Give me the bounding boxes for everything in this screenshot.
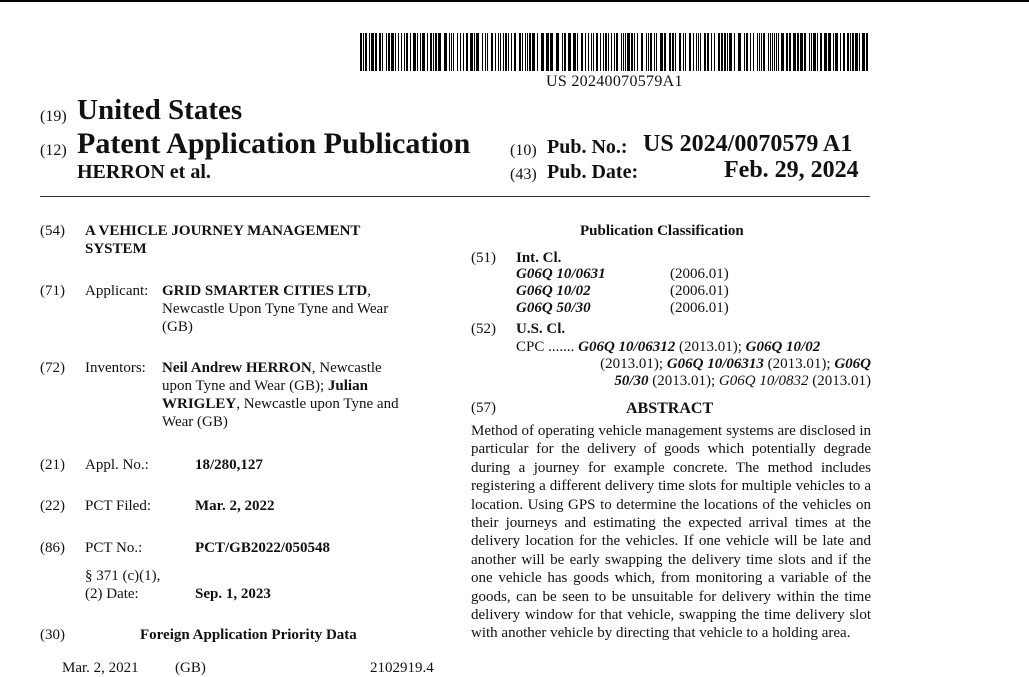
cpc-year-3: (2013.01); bbox=[767, 356, 831, 372]
abstract-title: ABSTRACT bbox=[626, 400, 714, 417]
uscl-label: U.S. Cl. bbox=[516, 321, 566, 337]
cpc-code-5: G06Q 10/0832 bbox=[718, 373, 809, 389]
pct-no-value: PCT/GB2022/050548 bbox=[195, 540, 331, 556]
appl-code: (21) bbox=[40, 457, 65, 473]
foreign-number: 2102919.4 bbox=[370, 660, 434, 676]
code-12: (12) bbox=[40, 142, 67, 159]
authors: HERRON et al. bbox=[77, 161, 211, 183]
header-divider bbox=[40, 196, 870, 197]
cpc-code-4b: 50/30 bbox=[614, 373, 649, 389]
pct-no-code: (86) bbox=[40, 540, 65, 556]
inventors-line-1 bbox=[162, 360, 382, 377]
cpc-label: CPC ....... bbox=[516, 339, 575, 355]
foreign-title: Foreign Application Priority Data bbox=[140, 627, 357, 643]
pub-date-label: Pub. Date: bbox=[547, 161, 639, 183]
cpc-year-1: (2013.01); bbox=[678, 339, 742, 355]
applicant-line-1: GRID SMARTER CITIES LTD, bbox=[162, 283, 371, 299]
pub-no: US 2024/0070579 A1 bbox=[643, 131, 853, 157]
abstract-text: Method of operating vehicle management systems are disclosed in particular for the delivery of goods which potentially degrade during a journey for example concrete. The method includes registering a different delivery time slots for multiple vehicles to a location. Using GPS to determine the locations of the vehicles on their journeys and estimating the expected arrival times at the delivery location for the vehicles. If one vehicle will be late and another will be early swapping the delivery time slots and if the one vehicle has goods which, from monitoring a variable of the goods, can be seen to be unsuitable for delivery within the time delivery window for that vehicle, swapping the time delivery slot with another vehicle by directing that vehicle to a holding area. bbox=[471, 423, 871, 642]
inventors-line-3 bbox=[162, 396, 399, 413]
inventors-line-2 bbox=[162, 378, 368, 395]
appl-label: Appl. No.: bbox=[85, 457, 149, 473]
foreign-date: Mar. 2, 2021 bbox=[62, 660, 139, 676]
intcl-code: (51) bbox=[471, 250, 496, 266]
intcl-year-1: (2006.01) bbox=[670, 266, 729, 282]
intcl-year-3: (2006.01) bbox=[670, 300, 729, 316]
code-19: (19) bbox=[40, 108, 67, 125]
applicant-label: Applicant: bbox=[85, 283, 149, 299]
applicant-line-2: Newcastle Upon Tyne Tyne and Wear bbox=[162, 301, 389, 317]
inventors-code: (72) bbox=[40, 360, 65, 376]
cpc-line-1 bbox=[516, 339, 820, 356]
inventor-2-first: Julian bbox=[327, 378, 368, 394]
inventor-1-location-2: upon Tyne and Wear (GB); bbox=[162, 378, 328, 394]
cpc-code-2: G06Q 10/02 bbox=[745, 339, 821, 355]
applicant-name: GRID SMARTER CITIES LTD bbox=[162, 283, 368, 299]
title-line-2: SYSTEM bbox=[85, 241, 147, 257]
code-43: (43) bbox=[510, 166, 537, 183]
inventor-1-name: Neil Andrew HERRON bbox=[162, 360, 312, 376]
intcl-label: Int. Cl. bbox=[516, 250, 562, 266]
uscl-code: (52) bbox=[471, 321, 496, 337]
applicant-code: (71) bbox=[40, 283, 65, 299]
s371-value: Sep. 1, 2023 bbox=[195, 586, 271, 602]
cpc-line-2 bbox=[600, 356, 871, 373]
inventor-2-last: WRIGLEY bbox=[162, 396, 237, 412]
cpc-year-5: (2013.01) bbox=[812, 373, 871, 389]
barcode-number: US 20240070579A1 bbox=[546, 73, 683, 90]
pub-date: Feb. 29, 2024 bbox=[724, 157, 859, 183]
title-code: (54) bbox=[40, 223, 65, 239]
barcode bbox=[360, 33, 870, 71]
top-border bbox=[0, 0, 1029, 2]
intcl-year-2: (2006.01) bbox=[670, 283, 729, 299]
code-10: (10) bbox=[510, 142, 537, 159]
inventor-2-location: , Newcastle upon Tyne and bbox=[236, 396, 399, 412]
pct-filed-code: (22) bbox=[40, 498, 65, 514]
s371-line-1: § 371 (c)(1), bbox=[85, 568, 161, 584]
intcl-code-2: G06Q 10/02 bbox=[516, 283, 591, 299]
pub-no-label: Pub. No.: bbox=[547, 136, 628, 158]
classification-title: Publication Classification bbox=[580, 223, 744, 239]
foreign-country: (GB) bbox=[175, 660, 206, 676]
title-line-1: A VEHICLE JOURNEY MANAGEMENT bbox=[85, 223, 361, 239]
pct-filed-value: Mar. 2, 2022 bbox=[195, 498, 275, 514]
pct-no-label: PCT No.: bbox=[85, 540, 143, 556]
cpc-code-4a: G06Q bbox=[834, 356, 871, 372]
cpc-code-3: G06Q 10/06313 bbox=[666, 356, 764, 372]
inventors-line-4: Wear (GB) bbox=[162, 414, 228, 430]
intcl-code-3: G06Q 50/30 bbox=[516, 300, 591, 316]
appl-value: 18/280,127 bbox=[195, 457, 263, 473]
abstract-code: (57) bbox=[471, 400, 496, 416]
s371-line-2: (2) Date: bbox=[85, 586, 139, 602]
cpc-line-3 bbox=[614, 373, 871, 390]
cpc-year-2: (2013.01); bbox=[600, 356, 664, 372]
intcl-code-1: G06Q 10/0631 bbox=[516, 266, 606, 282]
foreign-code: (30) bbox=[40, 627, 65, 643]
inventors-label: Inventors: bbox=[85, 360, 146, 376]
pct-filed-label: PCT Filed: bbox=[85, 498, 151, 514]
applicant-line-3: (GB) bbox=[162, 319, 193, 335]
country: United States bbox=[77, 94, 243, 126]
cpc-code-1: G06Q 10/06312 bbox=[578, 339, 676, 355]
inventor-1-location: , Newcastle bbox=[311, 360, 382, 376]
cpc-year-4: (2013.01); bbox=[652, 373, 716, 389]
publication-type: Patent Application Publication bbox=[77, 127, 471, 160]
